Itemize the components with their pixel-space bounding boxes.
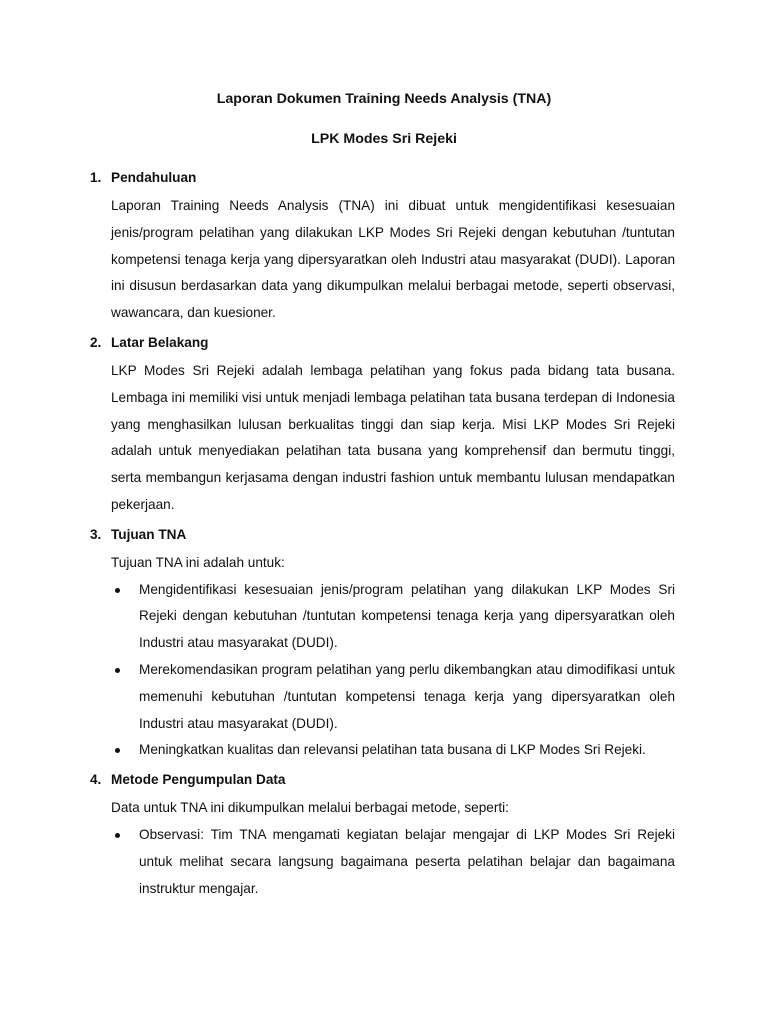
section-pendahuluan [90, 167, 675, 327]
bullet-dot-icon [115, 833, 120, 838]
section-latar-belakang [90, 332, 675, 519]
bullet-dot-icon [115, 748, 120, 753]
document-title: Laporan Dokumen Training Needs Analysis (TNA) [216, 91, 552, 107]
document-subtitle: LPK Modes Sri Rejeki [311, 131, 457, 147]
bullet-text: Meningkatkan kualitas dan relevansi pelatihan tata busana di LKP Modes Sri Rejeki. [139, 742, 646, 758]
section-header [90, 332, 675, 354]
section-header [90, 524, 675, 546]
bullet-item [139, 822, 675, 902]
section-heading: Metode Pengumpulan Data [111, 772, 286, 788]
section-heading: Latar Belakang [111, 334, 209, 350]
bullet-text: Mengidentifikasi kesesuaian jenis/program pelatihan yang dilakukan LKP Modes Sri Rejeki dengan kebutuhan /tuntutan kompetensi tenaga kerja yang dipersyaratkan oleh Industri atau masyarakat (DUDI). [139, 581, 675, 651]
section-tujuan-tna [90, 524, 675, 764]
section-intro: Tujuan TNA ini adalah untuk: [111, 554, 285, 570]
bullet-item [139, 657, 675, 737]
bullet-item [139, 577, 675, 657]
section-intro: Data untuk TNA ini dikumpulkan melalui berbagai metode, seperti: [111, 800, 509, 816]
section-paragraph: LKP Modes Sri Rejeki adalah lembaga pelatihan yang fokus pada bidang tata busana. Lembaga ini memiliki visi untuk menjadi lembaga pelatihan tata busana terdepan di Indonesia yang menghasilkan lulusan berkualitas tinggi dan siap kerja. Misi LKP Modes Sri Rejeki adalah untuk menyediakan pelatihan tata busana yang komprehensif dan bermutu tinggi, serta membangun kerjasama dengan industri fashion untuk membantu lulusan mendapatkan pekerjaan. [111, 362, 675, 512]
bullet-item [139, 737, 675, 764]
bullet-list [90, 822, 675, 902]
section-number: 4. [90, 772, 102, 788]
bullet-text: Observasi: Tim TNA mengamati kegiatan belajar mengajar di LKP Modes Sri Rejeki untuk melihat secara langsung bagaimana peserta pelatihan belajar dan bagaimana instruktur mengajar. [139, 826, 675, 896]
section-number: 3. [90, 526, 102, 542]
section-number: 2. [90, 334, 102, 350]
bullet-list [90, 577, 675, 765]
bullet-text: Merekomendasikan program pelatihan yang perlu dikembangkan atau dimodifikasi untuk memenuhi kebutuhan /tuntutan kompetensi tenaga kerja yang dipersyaratkan oleh Industri atau masyarakat (DUDI). [139, 661, 675, 731]
section-heading: Pendahuluan [111, 170, 197, 185]
bullet-dot-icon [115, 588, 120, 593]
section-metode-pengumpulan-data [90, 769, 675, 902]
bullet-dot-icon [115, 668, 120, 673]
document-body [90, 167, 675, 902]
section-heading: Tujuan TNA [111, 526, 187, 542]
section-header [90, 167, 675, 189]
section-paragraph: Laporan Training Needs Analysis (TNA) ini dibuat untuk mengidentifikasi kesesuaian jenis/program pelatihan yang dilakukan LKP Modes Sri Rejeki dengan kebutuhan /tuntutan kompetensi tenaga kerja yang dipersyaratkan oleh Industri atau masyarakat (DUDI). Laporan ini disusun berdasarkan data yang dikumpulkan melalui berbagai metode, seperti observasi, wawancara, dan kuesioner. [111, 198, 675, 321]
section-header [90, 769, 675, 791]
section-number: 1. [90, 170, 102, 185]
